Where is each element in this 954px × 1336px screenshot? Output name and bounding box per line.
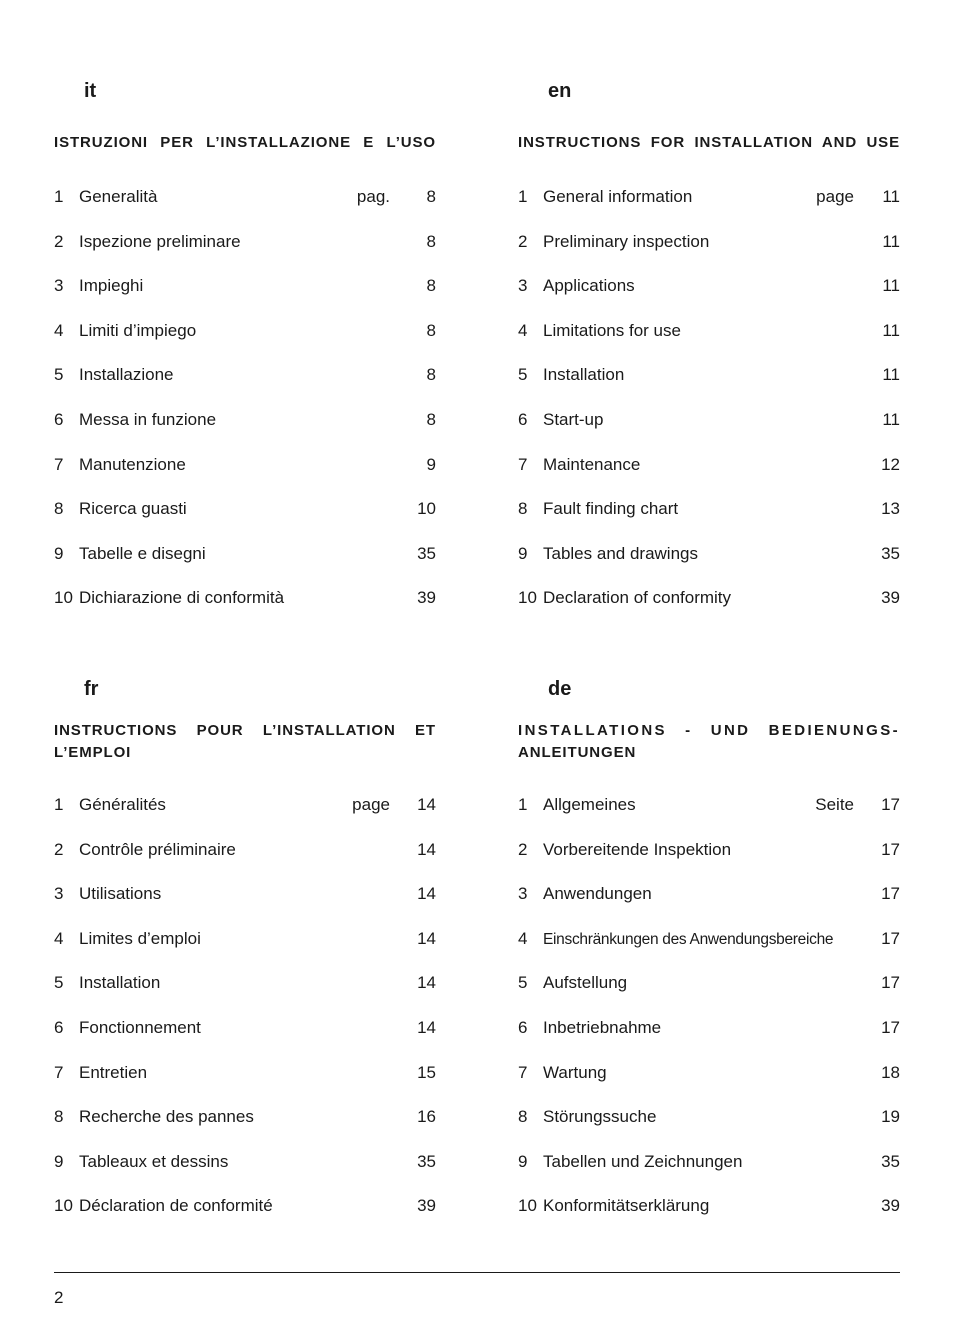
item-number: 2 bbox=[54, 839, 64, 859]
page-number: 2 bbox=[54, 1288, 64, 1307]
item-page: 10 bbox=[417, 499, 436, 519]
item-page: 8 bbox=[426, 276, 436, 296]
toc-item[interactable] bbox=[54, 499, 436, 544]
item-number: 10 bbox=[518, 588, 537, 608]
item-page: 39 bbox=[417, 1196, 436, 1216]
item-number: 1 bbox=[518, 795, 528, 814]
item-page: 14 bbox=[417, 795, 436, 814]
footer-divider bbox=[54, 1272, 900, 1273]
toc-item[interactable] bbox=[518, 187, 900, 232]
item-number: 5 bbox=[54, 973, 64, 993]
item-text: Entretien bbox=[79, 1062, 148, 1082]
section-de bbox=[518, 676, 900, 1241]
item-text: Declaration of conformity bbox=[543, 588, 732, 608]
item-page: 17 bbox=[881, 795, 900, 814]
item-number: 8 bbox=[518, 1107, 528, 1127]
item-page: 19 bbox=[881, 1107, 900, 1127]
item-text: Vorbereitende Inspektion bbox=[543, 839, 732, 859]
toc-item[interactable] bbox=[54, 1018, 436, 1063]
toc-item[interactable] bbox=[54, 410, 436, 455]
item-text: Utilisations bbox=[79, 884, 162, 904]
toc-item[interactable] bbox=[518, 1152, 900, 1197]
item-number: 7 bbox=[518, 454, 528, 474]
item-text: Installazione bbox=[79, 365, 174, 385]
toc-item[interactable] bbox=[54, 795, 436, 840]
section-title bbox=[518, 720, 900, 764]
language-heading: it bbox=[84, 80, 97, 102]
item-number: 9 bbox=[54, 543, 64, 563]
item-page: 16 bbox=[417, 1107, 436, 1127]
item-number: 7 bbox=[54, 1062, 64, 1082]
item-page: 8 bbox=[426, 365, 436, 385]
item-text: Aufstellung bbox=[543, 973, 628, 993]
item-text: Preliminary inspection bbox=[543, 231, 710, 251]
toc-item[interactable] bbox=[54, 544, 436, 589]
item-page: 9 bbox=[426, 454, 436, 474]
item-page: 39 bbox=[417, 588, 436, 608]
item-text: Anwendungen bbox=[543, 884, 652, 904]
item-text: Inbetriebnahme bbox=[543, 1017, 662, 1037]
item-text: Maintenance bbox=[543, 454, 641, 474]
item-number: 9 bbox=[518, 1151, 528, 1171]
item-number: 2 bbox=[518, 231, 528, 251]
section-title: INSTRUCTIONS FOR INSTALLATION AND USE bbox=[518, 134, 900, 151]
item-page: 35 bbox=[417, 1151, 436, 1171]
item-page: 35 bbox=[881, 543, 900, 563]
item-number: 2 bbox=[518, 839, 528, 859]
toc-list bbox=[54, 795, 436, 1241]
toc-item[interactable] bbox=[518, 544, 900, 589]
item-page: 11 bbox=[882, 231, 900, 251]
toc-item[interactable] bbox=[54, 1196, 436, 1241]
item-number: 7 bbox=[518, 1062, 528, 1082]
item-text: Limitations for use bbox=[543, 320, 681, 340]
toc-item[interactable] bbox=[518, 884, 900, 929]
page-word: page bbox=[816, 187, 854, 206]
toc-item[interactable] bbox=[54, 321, 436, 366]
toc-item[interactable] bbox=[518, 1107, 900, 1152]
item-page: 39 bbox=[881, 588, 900, 608]
toc-item[interactable] bbox=[54, 1107, 436, 1152]
item-text: Installation bbox=[79, 973, 161, 993]
item-text: Ricerca guasti bbox=[79, 499, 187, 519]
item-number: 2 bbox=[54, 231, 64, 251]
toc-list bbox=[518, 795, 900, 1241]
item-text: Déclaration de conformité bbox=[79, 1196, 273, 1216]
item-page: 14 bbox=[417, 973, 436, 993]
item-text: General information bbox=[543, 187, 693, 206]
item-number: 7 bbox=[54, 454, 64, 474]
item-page: 8 bbox=[426, 320, 436, 340]
item-page: 8 bbox=[426, 409, 436, 429]
item-number: 6 bbox=[54, 1017, 64, 1037]
title-line: INSTALLATIONS - UND BEDIENUNGS- bbox=[518, 722, 900, 739]
item-text: Recherche des pannes bbox=[79, 1107, 254, 1127]
item-page: 11 bbox=[882, 365, 900, 385]
toc-item[interactable] bbox=[518, 410, 900, 455]
title-line: INSTRUCTIONS POUR L’INSTALLATION ET bbox=[54, 722, 436, 739]
toc-item[interactable] bbox=[54, 187, 436, 232]
language-heading: de bbox=[548, 678, 572, 700]
item-text: Contrôle préliminaire bbox=[79, 839, 236, 859]
toc-item[interactable] bbox=[518, 365, 900, 410]
page-word: page bbox=[352, 795, 390, 814]
item-number: 10 bbox=[54, 588, 73, 608]
item-text: Limiti d’impiego bbox=[79, 320, 197, 340]
item-page: 15 bbox=[417, 1062, 436, 1082]
toc-item[interactable] bbox=[54, 929, 436, 974]
item-number: 6 bbox=[518, 1017, 528, 1037]
toc-list bbox=[54, 187, 436, 633]
item-number: 4 bbox=[54, 320, 64, 340]
toc-item[interactable] bbox=[518, 1018, 900, 1063]
toc-item[interactable] bbox=[518, 840, 900, 885]
language-heading: en bbox=[548, 80, 572, 102]
item-text: Impieghi bbox=[79, 276, 144, 296]
toc-item[interactable] bbox=[518, 455, 900, 500]
toc-item[interactable] bbox=[54, 973, 436, 1018]
item-number: 5 bbox=[518, 365, 528, 385]
toc-item[interactable] bbox=[54, 884, 436, 929]
item-text: Tables and drawings bbox=[543, 543, 698, 563]
language-heading: fr bbox=[84, 678, 99, 700]
item-page: 11 bbox=[882, 276, 900, 296]
toc-item[interactable] bbox=[518, 588, 900, 633]
item-text: Ispezione preliminare bbox=[79, 231, 241, 251]
item-text: Generalità bbox=[79, 187, 158, 206]
item-number: 4 bbox=[518, 928, 528, 948]
item-number: 1 bbox=[518, 187, 528, 206]
item-number: 10 bbox=[54, 1196, 73, 1216]
item-number: 6 bbox=[518, 409, 528, 429]
item-text: Einschränkungen des Anwendungsbereiche bbox=[543, 930, 834, 948]
toc-item[interactable] bbox=[54, 232, 436, 277]
item-text: Fonctionnement bbox=[79, 1017, 201, 1037]
section-title bbox=[54, 720, 436, 764]
item-number: 1 bbox=[54, 187, 64, 206]
item-number: 10 bbox=[518, 1196, 537, 1216]
item-text: Dichiarazione di conformità bbox=[79, 588, 285, 608]
toc-item[interactable] bbox=[54, 840, 436, 885]
item-text: Fault finding chart bbox=[543, 499, 679, 519]
item-text: Tabellen und Zeichnungen bbox=[543, 1151, 743, 1171]
item-page: 8 bbox=[426, 231, 436, 251]
toc-list bbox=[518, 187, 900, 633]
item-page: 14 bbox=[417, 928, 436, 948]
item-number: 5 bbox=[518, 973, 528, 993]
item-text: Limites d’emploi bbox=[79, 928, 201, 948]
item-page: 14 bbox=[417, 1017, 436, 1037]
toc-item[interactable] bbox=[518, 1063, 900, 1108]
toc-item[interactable] bbox=[518, 276, 900, 321]
toc-item[interactable] bbox=[518, 973, 900, 1018]
item-page: 14 bbox=[417, 884, 436, 904]
toc-item[interactable] bbox=[54, 1152, 436, 1197]
item-page: 8 bbox=[426, 187, 436, 206]
toc-item[interactable] bbox=[518, 929, 900, 974]
title-line: ANLEITUNGEN bbox=[518, 744, 637, 761]
toc-item[interactable] bbox=[518, 232, 900, 277]
item-page: 17 bbox=[881, 839, 900, 859]
item-text: Tableaux et dessins bbox=[79, 1151, 229, 1171]
item-number: 3 bbox=[54, 276, 64, 296]
item-number: 3 bbox=[518, 884, 528, 904]
item-page: 12 bbox=[881, 454, 900, 474]
item-number: 9 bbox=[54, 1151, 64, 1171]
item-text: Start-up bbox=[543, 409, 604, 429]
page-word: Seite bbox=[815, 795, 854, 814]
item-page: 35 bbox=[881, 1151, 900, 1171]
item-number: 9 bbox=[518, 543, 528, 563]
item-text: Messa in funzione bbox=[79, 409, 217, 429]
item-page: 39 bbox=[881, 1196, 900, 1216]
toc-item[interactable] bbox=[518, 499, 900, 544]
toc-item[interactable] bbox=[518, 795, 900, 840]
item-text: Wartung bbox=[543, 1062, 607, 1082]
toc-item[interactable] bbox=[54, 455, 436, 500]
item-number: 4 bbox=[54, 928, 64, 948]
item-number: 1 bbox=[54, 795, 64, 814]
item-text: Störungssuche bbox=[543, 1107, 657, 1127]
toc-item[interactable] bbox=[54, 365, 436, 410]
item-text: Tabelle e disegni bbox=[79, 543, 206, 563]
item-page: 11 bbox=[882, 409, 900, 429]
section-fr bbox=[54, 676, 436, 1241]
item-number: 8 bbox=[518, 499, 528, 519]
item-number: 4 bbox=[518, 320, 528, 340]
title-line: L’EMPLOI bbox=[54, 744, 132, 761]
page-word: pag. bbox=[356, 187, 390, 206]
toc-item[interactable] bbox=[518, 321, 900, 366]
item-number: 3 bbox=[518, 276, 528, 296]
item-page: 17 bbox=[881, 884, 900, 904]
item-number: 8 bbox=[54, 499, 64, 519]
item-page: 11 bbox=[882, 320, 900, 340]
item-number: 5 bbox=[54, 365, 64, 385]
item-page: 11 bbox=[882, 187, 900, 206]
toc-item[interactable] bbox=[518, 1196, 900, 1241]
item-page: 18 bbox=[881, 1062, 900, 1082]
item-number: 6 bbox=[54, 409, 64, 429]
toc-item[interactable] bbox=[54, 588, 436, 633]
item-text: Konformitätserklärung bbox=[543, 1196, 710, 1216]
item-page: 35 bbox=[417, 543, 436, 563]
item-text: Applications bbox=[543, 276, 635, 296]
item-number: 3 bbox=[54, 884, 64, 904]
item-text: Allgemeines bbox=[543, 795, 636, 814]
item-text: Installation bbox=[543, 365, 625, 385]
item-text: Manutenzione bbox=[79, 454, 186, 474]
item-page: 17 bbox=[881, 1017, 900, 1037]
item-page: 17 bbox=[881, 973, 900, 993]
toc-item[interactable] bbox=[54, 1063, 436, 1108]
item-text: Généralités bbox=[79, 795, 166, 814]
section-it bbox=[54, 78, 436, 633]
item-number: 8 bbox=[54, 1107, 64, 1127]
item-page: 17 bbox=[881, 928, 900, 948]
section-title: ISTRUZIONI PER L’INSTALLAZIONE E L’USO bbox=[54, 134, 436, 151]
section-en bbox=[518, 78, 900, 633]
toc-item[interactable] bbox=[54, 276, 436, 321]
item-page: 14 bbox=[417, 839, 436, 859]
item-page: 13 bbox=[881, 499, 900, 519]
